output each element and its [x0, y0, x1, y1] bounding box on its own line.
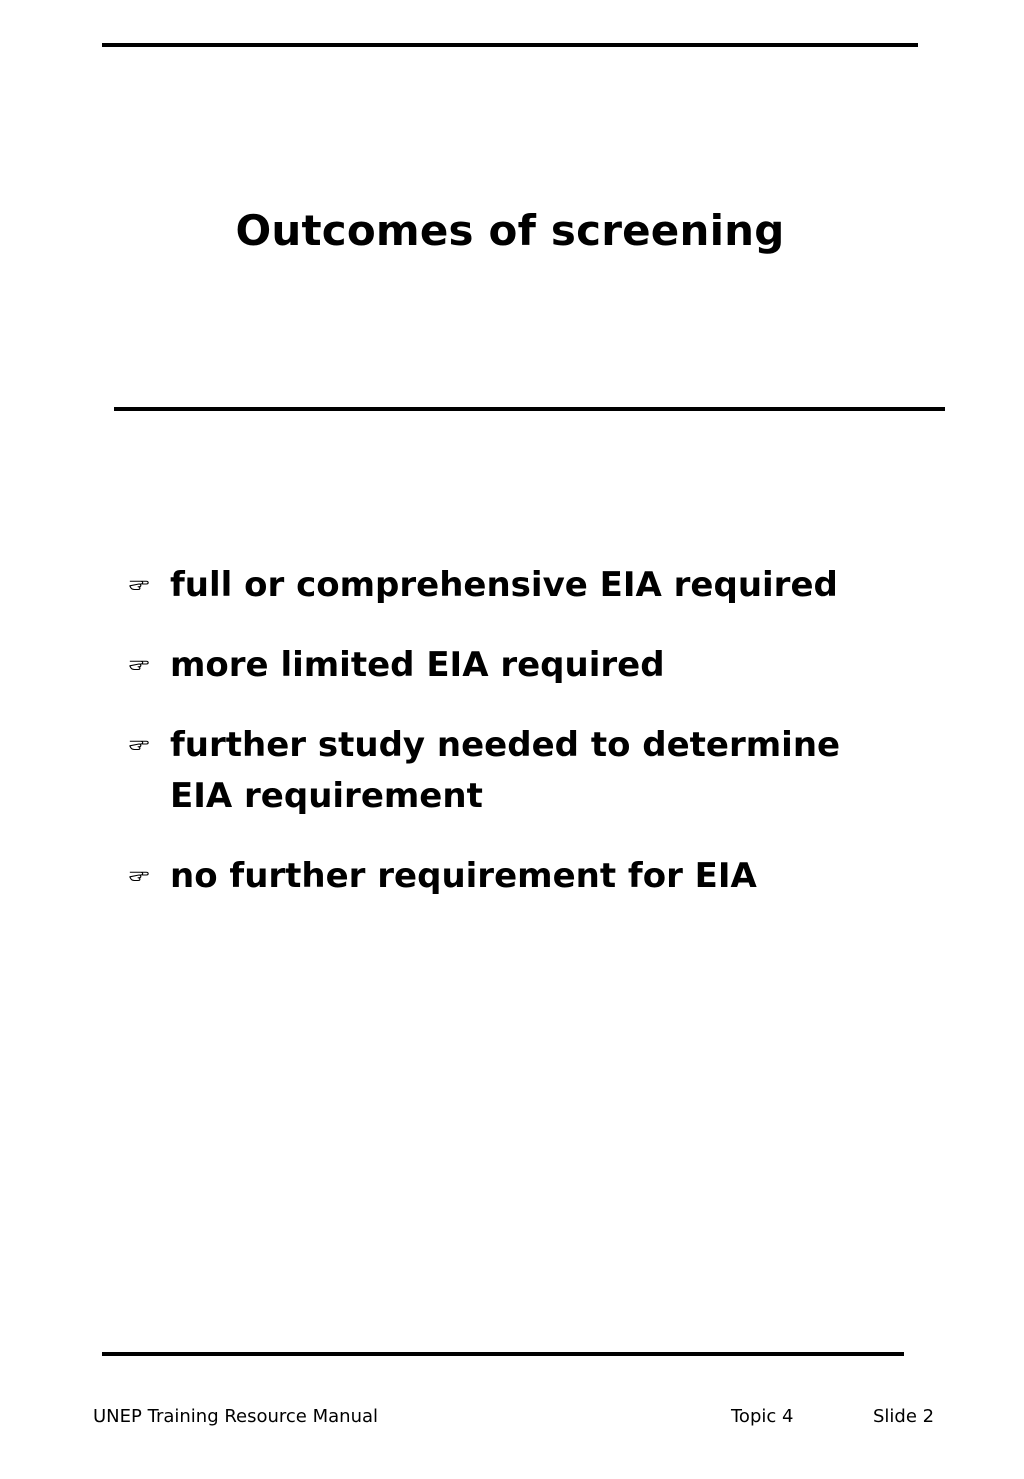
list-item	[128, 720, 908, 822]
title-divider	[114, 407, 945, 411]
bullet-text: further study needed to determine EIA requirement	[170, 725, 841, 816]
pointing-hand-icon	[128, 573, 150, 595]
pointing-hand-icon	[128, 653, 150, 675]
top-divider	[102, 43, 918, 47]
bullet-list	[128, 560, 908, 931]
footer-slide-number: Slide 2	[873, 1406, 935, 1427]
bullet-text: more limited EIA required	[170, 645, 665, 685]
list-item	[128, 640, 908, 691]
footer-divider	[102, 1352, 904, 1356]
pointing-hand-icon	[128, 733, 150, 755]
footer-topic-number: Topic 4	[731, 1406, 794, 1427]
bullet-text: no further requirement for EIA	[170, 856, 757, 896]
pointing-hand-icon	[128, 864, 150, 886]
list-item	[128, 851, 908, 902]
list-item	[128, 560, 908, 611]
slide-title: Outcomes of screening	[235, 206, 785, 255]
footer-manual-name: UNEP Training Resource Manual	[93, 1406, 379, 1427]
bullet-text: full or comprehensive EIA required	[170, 565, 838, 605]
